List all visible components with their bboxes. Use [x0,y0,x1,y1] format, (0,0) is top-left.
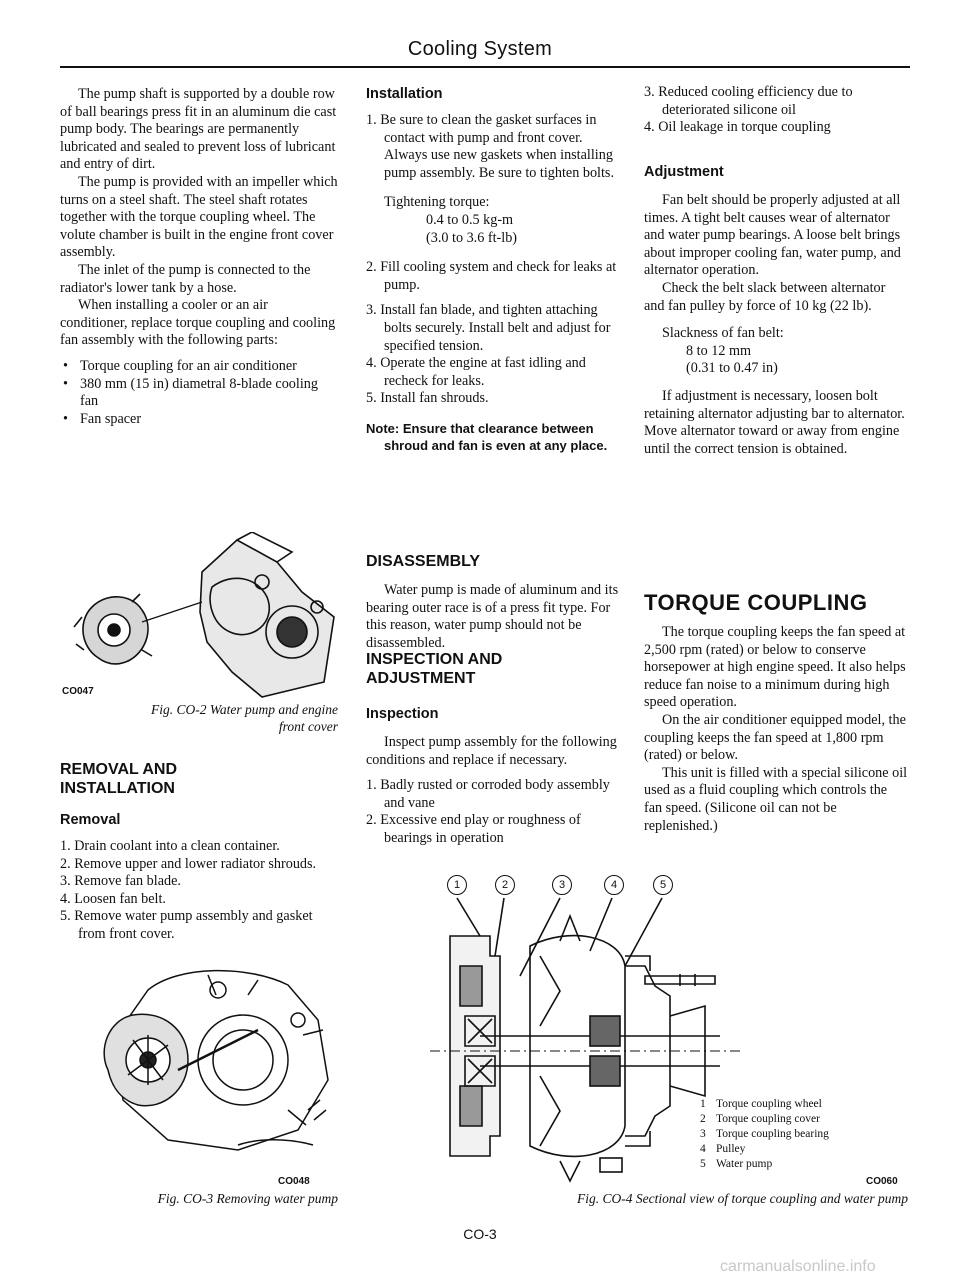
inspection-paragraph: Inspect pump assembly for the following conditions and replace if necessary. [366,734,617,768]
removal-step-3: 3. Remove fan blade. [60,873,181,890]
heading-adjustment: Adjustment [644,164,724,180]
parts-bullet-3: • Fan spacer [60,411,338,429]
removal-step-5: 5. Remove water pump assembly and gasket from front cover. [60,908,313,942]
callout-3: 3 [552,875,572,895]
install-step-2: 2. Fill cooling system and check for leaks at pump. [366,259,617,293]
heading-inspection: Inspection [366,706,439,722]
water-pump-front-cover-illustration [62,532,344,702]
parts-bullet-2: • 380 mm (15 in) diametral 8-blade cooling fan [60,376,338,411]
removal-step-2: 2. Remove upper and lower radiator shrouds. [60,855,317,872]
header-rule [60,66,910,68]
install-step-3: 3. Install fan blade, and tighten attaching bolts securely. Install belt and adjust for specified tension. [366,302,611,354]
heading-removal-and-installation [60,760,177,798]
slackness-metric: 8 to 12 mm [686,342,752,359]
intro-paragraph-1: The pump shaft is supported by a double row of ball bearings press fit in an aluminum die cast pump body. The bearings are permanently lubricated and sealed to prevent loss of lubricant and entry of dirt. [60,86,337,173]
callout-1: 1 [447,875,467,895]
install-step-1: 1. Be sure to clean the gasket surfaces in contact with pump and front cover. Always use new gaskets when installing pump assembly. Be sure to tighten bolts. [366,112,614,181]
legend-item-1: 1 Torque coupling wheel [700,1098,822,1110]
adjustment-block [644,192,908,458]
torque-coupling-paragraph-3: This unit is filled with a special silicone oil used as a fluid coupling which controls the fan speed. (Silicone oil can not be replenished.) [644,764,908,834]
heading-removal: Removal [60,812,121,828]
page-header-title: Cooling System [407,38,553,60]
tightening-torque-imperial: (3.0 to 3.6 ft-lb) [426,229,518,246]
parts-bullet-1: • Torque coupling for an air conditioner [60,358,338,376]
callout-4: 4 [604,875,624,895]
fig2-caption-line-1: Fig. CO-2 Water pump and engine [151,702,338,717]
heading-removal-and: REMOVAL AND [60,761,178,778]
torque-coupling-paragraph-2: On the air conditioner equipped model, the coupling keeps the fan speed at 1,800 rpm (rated) or below. [644,711,906,764]
slackness-label: Slackness of fan belt: [662,325,784,342]
installation-note: Note: Ensure that clearance between shroud and fan is even at any place. [366,420,608,453]
intro-paragraph-2: The pump is provided with an impeller which turns on a steel shaft. The steel shaft rotates together with the torque coupling wheel. The volute chamber is built in the engine front cover assembly. [60,173,338,261]
fig4-caption: Fig. CO-4 Sectional view of torque coupling and water pump [577,1191,908,1206]
tightening-torque-label: Tightening torque: [384,194,490,211]
adjustment-paragraph-1: Fan belt should be properly adjusted at all times. A tight belt causes wear of alternator and water pump bearings. A loose belt brings about improper cooling fan, water pump, and alternator operation. [644,192,901,279]
legend-item-2: 2 Torque coupling cover [700,1113,820,1125]
fig3-caption: Fig. CO-3 Removing water pump [157,1191,338,1206]
callout-2: 2 [495,875,515,895]
page-number: CO-3 [463,1226,497,1242]
heading-torque-coupling: TORQUE COUPLING [644,590,868,615]
callout-5: 5 [653,875,673,895]
inspection-block [366,734,628,848]
removal-step-1: 1. Drain coolant into a clean container. [60,838,280,854]
legend-item-3: 3 Torque coupling bearing [700,1128,829,1140]
install-step-5: 5. Install fan shrouds. [366,390,489,407]
fig2-code: CO047 [62,686,94,697]
removal-steps-list [60,838,338,944]
slackness-imperial: (0.31 to 0.47 in) [686,360,778,377]
fig4-legend [700,1097,910,1172]
legend-item-4: 4 Pulley [700,1143,746,1155]
heading-installation: Installation [366,86,443,102]
column-3-top [644,84,908,137]
fig3-code: CO048 [278,1176,310,1187]
fig4-code: CO060 [866,1176,898,1187]
removal-step-4: 4. Loosen fan belt. [60,890,166,907]
inspection-item-4: 4. Oil leakage in torque coupling [644,119,831,136]
column-1-intro [60,86,338,428]
removing-water-pump-illustration [88,960,340,1160]
heading-inspection-and-adjustment [366,650,502,688]
inspection-item-3: 3. Reduced cooling efficiency due to deteriorated silicone oil [644,84,853,118]
disassembly-paragraph: Water pump is made of aluminum and its bearing outer race is of a press fit type. For this reason, water pump should not be disassembled. [366,582,619,651]
adjustment-paragraph-3: If adjustment is necessary, loosen bolt retaining alternator adjusting bar to alternator. Move alternator toward or away from engine until the correct tension is obtained. [644,387,905,457]
inspection-item-1: 1. Badly rusted or corroded body assembly and vane [366,777,610,811]
legend-item-5: 5 Water pump [700,1158,773,1170]
adjustment-paragraph-2: Check the belt slack between alternator and fan pulley by force of 10 kg (22 lb). [644,279,886,314]
heading-installation-caps: INSTALLATION [60,780,175,797]
install-step-4: 4. Operate the engine at fast idling and recheck for leaks. [366,355,586,389]
heading-disassembly: DISASSEMBLY [366,553,481,570]
torque-coupling-paragraph-1: The torque coupling keeps the fan speed at 2,500 rpm (rated) or below to conserve horsepower at high engine speed. It also helps reduce fan noise to a minimum during high speed operation. [644,624,906,711]
intro-paragraph-4: When installing a cooler or an air conditioner, replace torque coupling and cooling fan assembly with the following parts: [60,297,336,349]
inspection-item-2: 2. Excessive end play or roughness of bearings in operation [366,812,581,846]
heading-adjustment-caps: ADJUSTMENT [366,670,476,687]
fig2-caption-line-2: front cover [278,719,338,734]
heading-inspection-and: INSPECTION AND [366,651,503,668]
torque-coupling-block [644,624,908,835]
tightening-torque-metric: 0.4 to 0.5 kg-m [426,211,514,228]
watermark: carmanualsonline.info [720,1258,876,1275]
installation-steps [366,112,628,454]
intro-paragraph-3: The inlet of the pump is connected to the radiator's lower tank by a hose. [60,261,311,296]
